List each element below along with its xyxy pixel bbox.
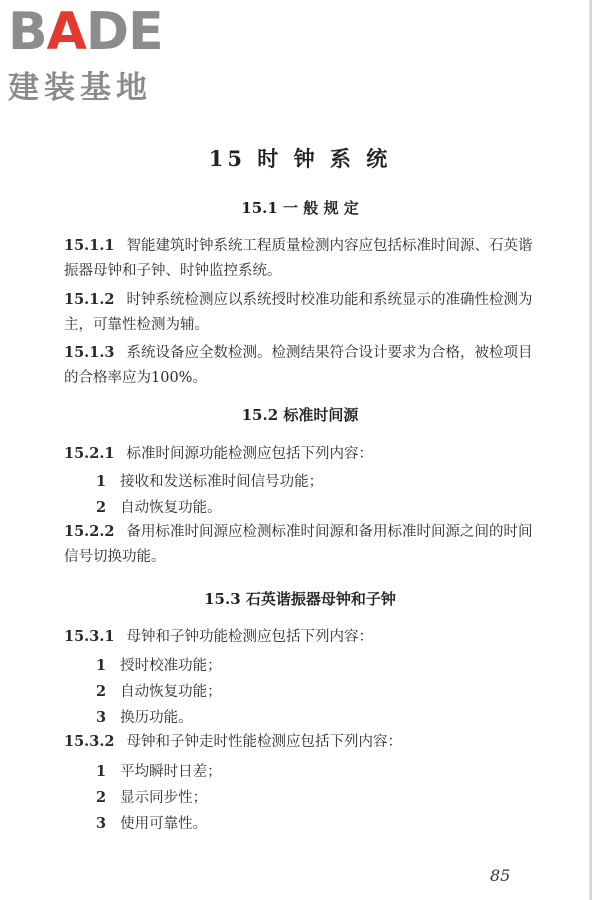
section-heading-15-1: 15.1 一 般 规 定 bbox=[241, 199, 359, 217]
item-text: 自动恢复功能。 bbox=[120, 500, 222, 516]
clause-text: 智能建筑时钟系统工程质量检测内容应包括标准时间源、石英谐振器母钟和子钟、时钟监控系统。 bbox=[64, 238, 533, 279]
list-item bbox=[96, 654, 222, 675]
clause-number: 15.1.2 bbox=[64, 291, 115, 308]
list-item bbox=[96, 680, 222, 701]
logo-subtitle: 建装基地 bbox=[8, 70, 152, 106]
item-number: 2 bbox=[96, 789, 107, 806]
item-text: 换历功能。 bbox=[120, 710, 193, 726]
clause-15-1-2 bbox=[64, 287, 544, 338]
chapter-title: 15 时 钟 系 统 bbox=[208, 146, 392, 171]
clause-text: 标准时间源功能检测应包括下列内容： bbox=[126, 446, 373, 462]
section-heading-15-3: 15.3 石英谐振器母钟和子钟 bbox=[204, 590, 396, 608]
list-item bbox=[96, 496, 222, 517]
clause-number: 15.3.2 bbox=[64, 733, 115, 750]
clause-number: 15.2.2 bbox=[64, 523, 115, 540]
section-heading-15-2: 15.2 标准时间源 bbox=[241, 406, 359, 424]
clause-15-2-1 bbox=[64, 441, 544, 467]
clause-text: 母钟和子钟走时性能检测应包括下列内容： bbox=[126, 734, 402, 750]
list-item bbox=[96, 470, 323, 491]
clause-text: 时钟系统检测应以系统授时校准功能和系统显示的准确性检测为主，可靠性检测为辅。 bbox=[64, 292, 533, 333]
clause-15-1-1 bbox=[64, 233, 544, 284]
clause-15-3-1 bbox=[64, 624, 544, 650]
item-number: 2 bbox=[96, 683, 107, 700]
clause-15-3-2 bbox=[64, 729, 544, 755]
item-number: 3 bbox=[96, 709, 107, 726]
list-item bbox=[96, 706, 193, 727]
item-text: 使用可靠性。 bbox=[120, 816, 208, 832]
clause-number: 15.1.3 bbox=[64, 344, 115, 361]
item-text: 自动恢复功能； bbox=[120, 684, 222, 700]
page-edge bbox=[589, 0, 592, 900]
clause-text: 母钟和子钟功能检测应包括下列内容： bbox=[126, 629, 373, 645]
item-number: 1 bbox=[96, 657, 107, 674]
item-number: 2 bbox=[96, 499, 107, 516]
clause-15-1-3 bbox=[64, 340, 544, 391]
logo-letter-b: B bbox=[8, 2, 47, 62]
clause-number: 15.2.1 bbox=[64, 445, 115, 462]
item-number: 3 bbox=[96, 815, 107, 832]
logo-wordmark bbox=[8, 2, 178, 62]
logo-letter-a: A bbox=[46, 2, 86, 62]
clause-number: 15.1.1 bbox=[64, 237, 115, 254]
clause-number: 15.3.1 bbox=[64, 628, 115, 645]
logo-letter-d: D bbox=[85, 2, 129, 62]
item-number: 1 bbox=[96, 473, 107, 490]
list-item bbox=[96, 786, 207, 807]
logo-letter-e: E bbox=[128, 2, 163, 62]
item-text: 显示同步性； bbox=[120, 790, 208, 806]
clause-text: 备用标准时间源应检测标准时间源和备用标准时间源之间的时间信号切换功能。 bbox=[64, 524, 533, 565]
item-text: 授时校准功能； bbox=[120, 658, 222, 674]
page-number: 85 bbox=[490, 866, 511, 885]
bade-logo bbox=[8, 2, 178, 107]
list-item bbox=[96, 760, 222, 781]
clause-text: 系统设备应全数检测。检测结果符合设计要求为合格，被检项目的合格率应为100%。 bbox=[64, 345, 533, 386]
item-text: 接收和发送标准时间信号功能； bbox=[120, 474, 324, 490]
item-text: 平均瞬时日差； bbox=[120, 764, 222, 780]
item-number: 1 bbox=[96, 763, 107, 780]
clause-15-2-2 bbox=[64, 519, 544, 570]
list-item bbox=[96, 812, 207, 833]
